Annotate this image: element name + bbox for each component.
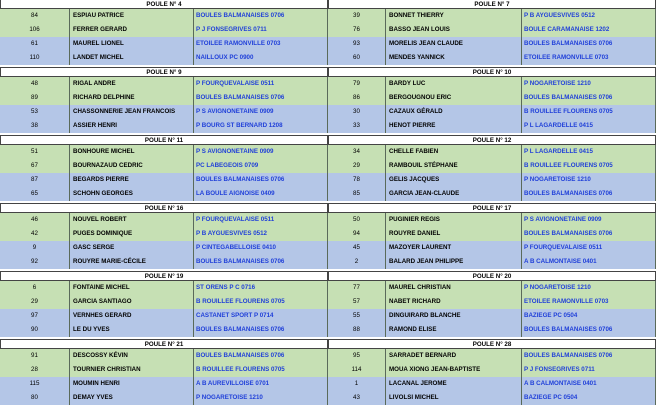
player-number: 55 bbox=[328, 309, 386, 323]
player-number: 78 bbox=[328, 173, 386, 187]
player-name: TOURNIER CHRISTIAN bbox=[70, 363, 194, 377]
player-number: 34 bbox=[328, 145, 386, 159]
player-club: BOULES BALMANAISES 0706 bbox=[522, 91, 656, 105]
player-name: VERNHES GERARD bbox=[70, 309, 194, 323]
player-row bbox=[328, 323, 656, 337]
player-club: BOULES BALMANAISES 0706 bbox=[522, 37, 656, 51]
pool-block bbox=[0, 135, 328, 201]
player-number: 53 bbox=[0, 105, 70, 119]
player-row bbox=[328, 391, 656, 405]
player-number: 50 bbox=[328, 213, 386, 227]
player-number: 46 bbox=[0, 213, 70, 227]
player-club: P NOGARETOISE 1210 bbox=[522, 77, 656, 91]
player-row bbox=[0, 119, 328, 133]
player-club: P J FONSEGRIVES 0711 bbox=[194, 23, 328, 37]
player-number: 106 bbox=[0, 23, 70, 37]
player-club: NAILLOUX PC 0900 bbox=[194, 51, 328, 65]
pool-block bbox=[0, 0, 328, 65]
player-club: B ROUILLEE FLOURENS 0705 bbox=[194, 363, 328, 377]
player-number: 79 bbox=[328, 77, 386, 91]
player-number: 90 bbox=[0, 323, 70, 337]
player-row bbox=[0, 77, 328, 91]
player-number: 80 bbox=[0, 391, 70, 405]
player-number: 48 bbox=[0, 77, 70, 91]
player-club: P FOURQUEVALAISE 0511 bbox=[194, 77, 328, 91]
player-club: P FOURQUEVALAISE 0511 bbox=[522, 241, 656, 255]
player-name: MOUA XIONG JEAN-BAPTISTE bbox=[386, 363, 522, 377]
player-name: CAZAUX GÉRALD bbox=[386, 105, 522, 119]
player-club: A B CALMONTAISE 0401 bbox=[522, 255, 656, 269]
player-number: 97 bbox=[0, 309, 70, 323]
player-row bbox=[0, 23, 328, 37]
player-number: 110 bbox=[0, 51, 70, 65]
player-number: 93 bbox=[328, 37, 386, 51]
player-number: 29 bbox=[328, 159, 386, 173]
pool-title: POULE N° 7 bbox=[328, 0, 656, 9]
player-club: P L LAGARDELLE 0415 bbox=[522, 119, 656, 133]
player-number: 88 bbox=[328, 323, 386, 337]
pool-title: POULE N° 16 bbox=[0, 203, 328, 213]
player-row bbox=[328, 363, 656, 377]
player-club: ST ORENS P C 0716 bbox=[194, 281, 328, 295]
player-name: BALARD JEAN PHILIPPE bbox=[386, 255, 522, 269]
player-row bbox=[0, 349, 328, 363]
player-number: 91 bbox=[0, 349, 70, 363]
player-row bbox=[328, 119, 656, 133]
player-name: CHELLE FABIEN bbox=[386, 145, 522, 159]
player-club: P L LAGARDELLE 0415 bbox=[522, 145, 656, 159]
player-name: NOUVEL ROBERT bbox=[70, 213, 194, 227]
pool-block bbox=[0, 203, 328, 269]
player-name: LE DU YVES bbox=[70, 323, 194, 337]
player-club: BOULES BALMANAISES 0706 bbox=[522, 227, 656, 241]
player-club: BOULES BALMANAISES 0706 bbox=[522, 187, 656, 201]
player-row bbox=[328, 23, 656, 37]
player-number: 84 bbox=[0, 9, 70, 23]
player-number: 30 bbox=[328, 105, 386, 119]
pool-title: POULE N° 9 bbox=[0, 67, 328, 77]
player-name: ESPIAU PATRICE bbox=[70, 9, 194, 23]
player-club: P S AVIGNONETAINE 0909 bbox=[522, 213, 656, 227]
player-name: PUGES DOMINIQUE bbox=[70, 227, 194, 241]
player-number: 28 bbox=[0, 363, 70, 377]
player-number: 1 bbox=[328, 377, 386, 391]
player-row bbox=[0, 377, 328, 391]
player-row bbox=[328, 173, 656, 187]
player-number: 6 bbox=[0, 281, 70, 295]
pool-block bbox=[328, 67, 656, 133]
player-club: P S AVIGNONETAINE 0909 bbox=[194, 145, 328, 159]
player-row bbox=[0, 255, 328, 269]
player-name: BERGOUGNOU ERIC bbox=[386, 91, 522, 105]
player-name: FONTAINE MICHEL bbox=[70, 281, 194, 295]
player-name: MAZOYER LAURENT bbox=[386, 241, 522, 255]
player-club: ETOILEE RAMONVILLE 0703 bbox=[522, 295, 656, 309]
player-row bbox=[0, 187, 328, 201]
player-club: BOULES BALMANAISES 0706 bbox=[194, 173, 328, 187]
player-club: ETOILEE RAMONVILLE 0703 bbox=[194, 37, 328, 51]
player-club: A B AUREVILLOISE 0701 bbox=[194, 377, 328, 391]
player-row bbox=[0, 51, 328, 65]
player-row bbox=[0, 391, 328, 405]
player-name: DINGUIRARD BLANCHE bbox=[386, 309, 522, 323]
player-number: 51 bbox=[0, 145, 70, 159]
player-name: MOUMIN HENRI bbox=[70, 377, 194, 391]
player-name: MENDES YANNICK bbox=[386, 51, 522, 65]
player-number: 114 bbox=[328, 363, 386, 377]
player-row bbox=[328, 159, 656, 173]
player-row bbox=[0, 363, 328, 377]
player-number: 76 bbox=[328, 23, 386, 37]
player-club: BOULES BALMANAISES 0706 bbox=[194, 91, 328, 105]
player-row bbox=[328, 227, 656, 241]
player-name: RICHARD DELPHINE bbox=[70, 91, 194, 105]
pool-block bbox=[328, 135, 656, 201]
pool-title: POULE N° 21 bbox=[0, 339, 328, 349]
player-row bbox=[328, 187, 656, 201]
player-club: P J FONSEGRIVES 0711 bbox=[522, 363, 656, 377]
player-name: BONHOURE MICHEL bbox=[70, 145, 194, 159]
player-club: BOULES BALMANAISES 0706 bbox=[194, 255, 328, 269]
player-number: 42 bbox=[0, 227, 70, 241]
pool-title: POULE N° 10 bbox=[328, 67, 656, 77]
player-number: 9 bbox=[0, 241, 70, 255]
player-row bbox=[328, 241, 656, 255]
player-name: SARRADET BERNARD bbox=[386, 349, 522, 363]
player-row bbox=[0, 91, 328, 105]
pool-title: POULE N° 17 bbox=[328, 203, 656, 213]
player-club: B ROUILLEE FLOURENS 0705 bbox=[522, 159, 656, 173]
player-number: 33 bbox=[328, 119, 386, 133]
player-number: 67 bbox=[0, 159, 70, 173]
player-name: RAMBOUIL STÉPHANE bbox=[386, 159, 522, 173]
player-name: GARCIA SANTIAGO bbox=[70, 295, 194, 309]
player-club: B ROUILLEE FLOURENS 0705 bbox=[194, 295, 328, 309]
player-name: MAUREL CHRISTIAN bbox=[386, 281, 522, 295]
player-name: ROUYRE DANIEL bbox=[386, 227, 522, 241]
player-row bbox=[0, 213, 328, 227]
player-club: BAZIEGE PC 0504 bbox=[522, 391, 656, 405]
pool-title: POULE N° 11 bbox=[0, 135, 328, 145]
player-name: ROUYRE MARIE-CÉCILE bbox=[70, 255, 194, 269]
player-number: 2 bbox=[328, 255, 386, 269]
pool-block bbox=[0, 339, 328, 405]
player-club: BOULES BALMANAISES 0706 bbox=[522, 349, 656, 363]
pool-title: POULE N° 12 bbox=[328, 135, 656, 145]
player-name: RAMOND ELISE bbox=[386, 323, 522, 337]
pool-block bbox=[328, 271, 656, 337]
player-name: MORELIS JEAN CLAUDE bbox=[386, 37, 522, 51]
player-row bbox=[0, 309, 328, 323]
player-row bbox=[0, 281, 328, 295]
player-row bbox=[328, 37, 656, 51]
player-club: BAZIEGE PC 0504 bbox=[522, 309, 656, 323]
player-name: BONNET THIERRY bbox=[386, 9, 522, 23]
player-name: LIVOLSI MICHEL bbox=[386, 391, 522, 405]
player-row bbox=[0, 159, 328, 173]
player-number: 57 bbox=[328, 295, 386, 309]
player-number: 94 bbox=[328, 227, 386, 241]
player-row bbox=[0, 323, 328, 337]
player-row bbox=[328, 9, 656, 23]
player-name: NABET RICHARD bbox=[386, 295, 522, 309]
player-row bbox=[0, 105, 328, 119]
player-club: P CINTEGABELLOISE 0410 bbox=[194, 241, 328, 255]
player-club: P NOGARETOISE 1210 bbox=[522, 281, 656, 295]
player-name: GELIS JACQUES bbox=[386, 173, 522, 187]
player-club: A B CALMONTAISE 0401 bbox=[522, 377, 656, 391]
player-number: 61 bbox=[0, 37, 70, 51]
pool-block bbox=[0, 271, 328, 337]
player-name: LACANAL JEROME bbox=[386, 377, 522, 391]
player-row bbox=[328, 105, 656, 119]
player-row bbox=[328, 51, 656, 65]
player-row bbox=[0, 37, 328, 51]
player-number: 87 bbox=[0, 173, 70, 187]
player-row bbox=[328, 295, 656, 309]
pool-block bbox=[328, 339, 656, 405]
player-number: 45 bbox=[328, 241, 386, 255]
player-club: PC LABEGEOIS 0709 bbox=[194, 159, 328, 173]
player-name: DESCOSSY KÉVIN bbox=[70, 349, 194, 363]
pool-block bbox=[328, 0, 656, 65]
player-club: P S AVIGNONETAINE 0909 bbox=[194, 105, 328, 119]
player-number: 39 bbox=[328, 9, 386, 23]
player-name: BARDY LUC bbox=[386, 77, 522, 91]
player-club: BOULES BALMANAISES 0706 bbox=[522, 323, 656, 337]
player-row bbox=[328, 213, 656, 227]
player-club: BOULES BALMANAISES 0706 bbox=[194, 349, 328, 363]
player-name: LANDET MICHEL bbox=[70, 51, 194, 65]
player-name: HENOT PIERRE bbox=[386, 119, 522, 133]
player-club: CASTANET SPORT P 0714 bbox=[194, 309, 328, 323]
player-name: MAUREL LIONEL bbox=[70, 37, 194, 51]
player-row bbox=[328, 91, 656, 105]
player-club: B ROUILLEE FLOURENS 0705 bbox=[522, 105, 656, 119]
player-number: 95 bbox=[328, 349, 386, 363]
player-row bbox=[0, 295, 328, 309]
player-club: P B AYGUESVIVES 0512 bbox=[194, 227, 328, 241]
player-name: RIGAL ANDRE bbox=[70, 77, 194, 91]
player-number: 29 bbox=[0, 295, 70, 309]
player-name: BEGARDS PIERRE bbox=[70, 173, 194, 187]
player-club: ETOILEE RAMONVILLE 0703 bbox=[522, 51, 656, 65]
player-club: BOULE CARAMANAISE 1202 bbox=[522, 23, 656, 37]
player-club: BOULES BALMANAISES 0706 bbox=[194, 9, 328, 23]
player-row bbox=[328, 255, 656, 269]
player-row bbox=[0, 145, 328, 159]
player-name: GASC SERGE bbox=[70, 241, 194, 255]
pool-title: POULE N° 28 bbox=[328, 339, 656, 349]
pool-block bbox=[0, 67, 328, 133]
player-row bbox=[328, 145, 656, 159]
player-number: 43 bbox=[328, 391, 386, 405]
player-name: FERRER GERARD bbox=[70, 23, 194, 37]
player-club: P BOURG ST BERNARD 1208 bbox=[194, 119, 328, 133]
player-row bbox=[0, 227, 328, 241]
player-row bbox=[0, 241, 328, 255]
player-club: BOULES BALMANAISES 0706 bbox=[194, 323, 328, 337]
player-row bbox=[328, 309, 656, 323]
player-row bbox=[328, 281, 656, 295]
player-number: 60 bbox=[328, 51, 386, 65]
player-name: SCHOHN GEORGES bbox=[70, 187, 194, 201]
pool-title: POULE N° 19 bbox=[0, 271, 328, 281]
player-name: DEMAY YVES bbox=[70, 391, 194, 405]
player-name: BASSO JEAN LOUIS bbox=[386, 23, 522, 37]
player-name: CHASSONNERIE JEAN FRANCOIS bbox=[70, 105, 194, 119]
player-name: GARCIA JEAN-CLAUDE bbox=[386, 187, 522, 201]
player-club: P NOGARETOISE 1210 bbox=[522, 173, 656, 187]
player-name: ASSIER HENRI bbox=[70, 119, 194, 133]
player-row bbox=[328, 377, 656, 391]
player-name: BOURNAZAUD CEDRIC bbox=[70, 159, 194, 173]
player-number: 38 bbox=[0, 119, 70, 133]
pool-block bbox=[328, 203, 656, 269]
player-club: P NOGARETOISE 1210 bbox=[194, 391, 328, 405]
player-number: 77 bbox=[328, 281, 386, 295]
player-row bbox=[0, 173, 328, 187]
player-number: 65 bbox=[0, 187, 70, 201]
player-row bbox=[0, 9, 328, 23]
player-number: 115 bbox=[0, 377, 70, 391]
player-row bbox=[328, 349, 656, 363]
player-number: 86 bbox=[328, 91, 386, 105]
player-club: LA BOULE AIGNOISE 0409 bbox=[194, 187, 328, 201]
player-row bbox=[328, 77, 656, 91]
player-number: 92 bbox=[0, 255, 70, 269]
pool-title: POULE N° 20 bbox=[328, 271, 656, 281]
player-club: P FOURQUEVALAISE 0511 bbox=[194, 213, 328, 227]
player-club: P B AYGUESVIVES 0512 bbox=[522, 9, 656, 23]
player-number: 89 bbox=[0, 91, 70, 105]
pool-title: POULE N° 4 bbox=[0, 0, 328, 9]
player-number: 85 bbox=[328, 187, 386, 201]
player-name: PUGINIER REGIS bbox=[386, 213, 522, 227]
